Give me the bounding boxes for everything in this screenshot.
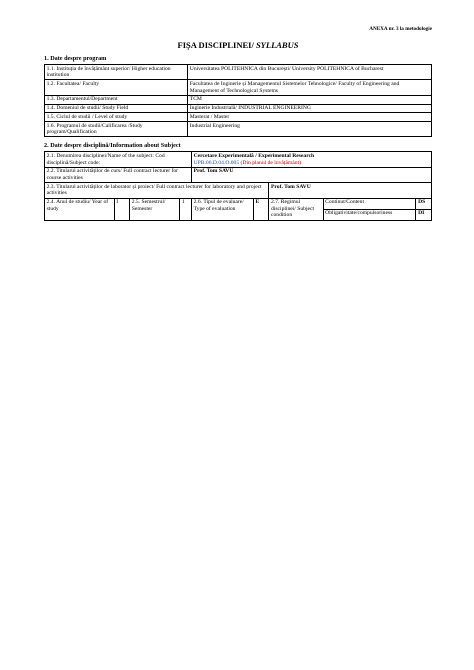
course-lecturer-label: 2.2. Titularul activităților de curs/ Full contract lecturer for course activities bbox=[45, 167, 192, 182]
year-label: 2.4. Anul de studiu/ Year of study bbox=[45, 198, 115, 220]
section-2-heading: 2. Date despre disciplină/Information about Subject bbox=[44, 142, 181, 150]
content-value: DS bbox=[416, 198, 432, 209]
document-title bbox=[44, 40, 432, 50]
evaluation-label: 2.6. Tipul de evaluare/ Type of evaluation bbox=[192, 198, 254, 220]
title-ro: FIȘA DISCIPLINEI/ bbox=[177, 40, 254, 50]
table-row bbox=[45, 65, 432, 80]
syllabus-page bbox=[44, 26, 432, 221]
lab-lecturer-value: Prof. Tom SAVU bbox=[269, 183, 432, 198]
table-row bbox=[45, 95, 432, 104]
row-value: Universitatea POLITEHNICA din București/ University POLITEHNICA of Bucharest bbox=[188, 65, 432, 80]
program-data-table bbox=[44, 64, 432, 137]
semester-label: 2.5. Semestrul/ Semester bbox=[130, 198, 180, 220]
subject-code: UPB.06.D.04.O.005 bbox=[193, 159, 240, 166]
subject-name: Cercetare Experimentală / Experimental Research bbox=[193, 153, 315, 160]
table-row bbox=[45, 122, 432, 137]
row-value: Masterat / Master bbox=[188, 113, 432, 122]
course-lecturer-value: Prof. Tom SAVU bbox=[192, 167, 432, 182]
table-row bbox=[45, 113, 432, 122]
subject-data-table bbox=[44, 151, 432, 220]
compulsory-value: DI bbox=[416, 209, 432, 220]
row-label: 1.1. Instituția de învățământ superior/ Higher education institution bbox=[45, 65, 188, 80]
row-label: 1.3. Departamentul/Department bbox=[45, 95, 188, 104]
table-row bbox=[45, 104, 432, 113]
table-row bbox=[45, 152, 432, 167]
content-label: Continut/Content bbox=[323, 198, 416, 209]
row-label: 1.2. Facultatea/ Faculty bbox=[45, 80, 188, 95]
semester-value: 1 bbox=[180, 198, 192, 220]
row-label: 1.6. Programul de studii/Calificarea /Study program/Qualification bbox=[45, 122, 188, 137]
row-label: 1.5. Ciclul de studii / Level of study bbox=[45, 113, 188, 122]
annex-label: ANEXA nr. 3 la metodologie bbox=[369, 26, 432, 32]
table-row bbox=[45, 198, 432, 209]
row-value: Facultatea de Inginerie și Managementul Sistemelor Tehnologice/ Faculty of Engineering and Management of Technological Systems bbox=[188, 80, 432, 95]
evaluation-value: E bbox=[253, 198, 268, 220]
row-value: Industrial Engineering bbox=[188, 122, 432, 137]
row-value: Inginerie Industrială/ INDUSTRIAL ENGINEERING bbox=[188, 104, 432, 113]
table-row bbox=[45, 183, 432, 198]
subject-name-label: 2.1. Denumirea disciplinei/Name of the subject: Cod disciplină/Subject code: bbox=[45, 152, 192, 167]
subject-name-cell bbox=[192, 152, 432, 167]
year-value: I bbox=[114, 198, 129, 220]
section-1-heading: 1. Date despre program bbox=[44, 55, 107, 62]
table-row bbox=[45, 80, 432, 95]
row-label: 1.4. Domeniul de studii/ Study Field bbox=[45, 104, 188, 113]
subject-code-note: (Din planul de învățământ) bbox=[239, 159, 301, 166]
regime-label: 2.7. Regimul disciplinei/ Subject condition bbox=[269, 198, 323, 220]
table-row bbox=[45, 167, 432, 182]
row-value: TCM bbox=[188, 95, 432, 104]
title-en: SYLLABUS bbox=[253, 40, 299, 50]
compulsory-label: Obligativitate/compulsoriness bbox=[323, 209, 416, 220]
lab-lecturer-label: 2.3. Titularul activităților de laborator și proiect/ Full contract lecturer for laboratory and project activities bbox=[45, 183, 269, 198]
